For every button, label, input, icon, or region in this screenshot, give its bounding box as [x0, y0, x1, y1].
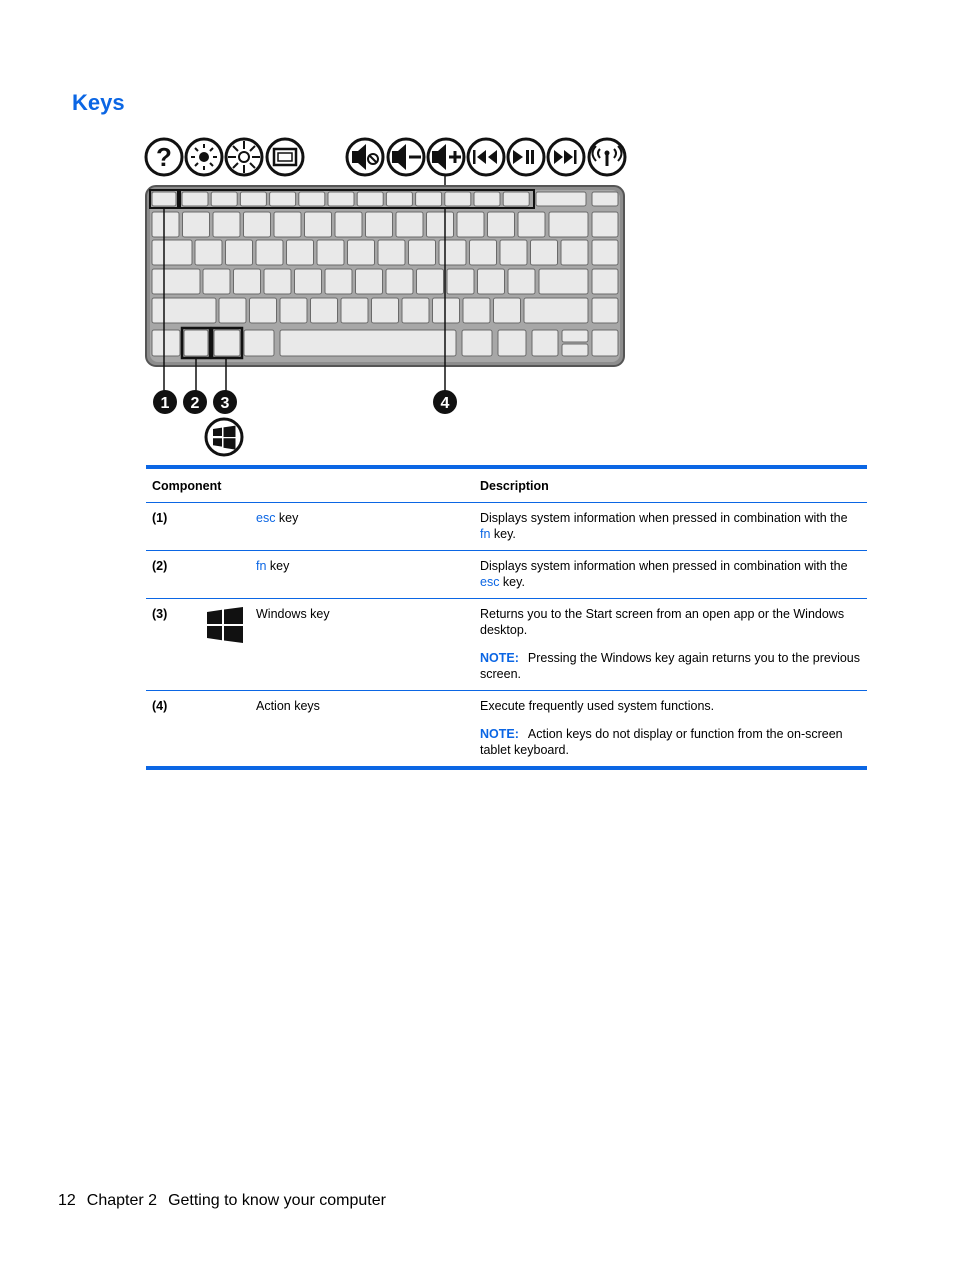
callout-1: [153, 390, 177, 414]
svg-text:3: 3: [220, 395, 230, 412]
keyboard-key: [270, 192, 296, 206]
keyboard-key: [325, 269, 352, 294]
svg-text:?: ?: [156, 142, 172, 172]
keyboard-key: [335, 212, 362, 237]
keyboard-key: [211, 192, 237, 206]
brightness-up-icon: [226, 139, 262, 175]
keyboard-key: [396, 212, 423, 237]
keyboard-key: [518, 212, 545, 237]
row-icon-cell: [188, 503, 250, 551]
row-component: Action keys: [256, 699, 320, 713]
page-footer: [58, 1192, 397, 1210]
volume-up-icon: [428, 139, 464, 175]
keyboard-key: [264, 269, 291, 294]
keyboard-key: [305, 212, 332, 237]
page-number: 12: [58, 1192, 76, 1209]
keyboard-key: [183, 212, 210, 237]
header-component: Component: [146, 467, 474, 503]
keyboard-key: [463, 298, 490, 323]
keyboard-key: [416, 192, 442, 206]
keyboard-key: [549, 212, 588, 237]
keyboard-key: [592, 269, 618, 294]
mute-icon: [347, 139, 383, 175]
keyboard-key: [219, 298, 246, 323]
row-number: (2): [146, 551, 188, 599]
row-description: Displays system information when pressed in combination with the esc key.: [474, 551, 867, 599]
keyboard-key: [592, 330, 618, 356]
fn-link[interactable]: fn: [256, 559, 267, 573]
keyboard-key: [152, 269, 200, 294]
keyboard-key: [531, 240, 558, 265]
note-label: NOTE:: [480, 651, 519, 665]
component-table: [146, 465, 867, 770]
row-component: fn key: [250, 551, 474, 599]
row-icon-cell: [188, 599, 250, 691]
keyboard-key: [244, 212, 271, 237]
note-label: NOTE:: [480, 727, 519, 741]
keyboard-key: [470, 240, 497, 265]
wireless-icon: [589, 139, 625, 175]
row-icon-cell: [188, 691, 250, 769]
svg-text:2: 2: [190, 395, 200, 412]
keyboard-key: [341, 298, 368, 323]
keyboard-key: [445, 192, 471, 206]
keyboard-key: [356, 269, 383, 294]
keyboard-key: [372, 298, 399, 323]
windows-logo-icon: [206, 607, 244, 645]
svg-text:4: 4: [440, 395, 450, 412]
keyboard-key: [287, 240, 314, 265]
keyboard-key: [592, 192, 618, 206]
keyboard-key: [494, 298, 521, 323]
esc-link[interactable]: esc: [480, 575, 500, 589]
keyboard-illustration: [140, 130, 640, 460]
keyboard-svg: [140, 130, 640, 460]
table-row: [146, 599, 867, 691]
keyboard-key: [409, 240, 436, 265]
keyboard-key: [295, 269, 322, 294]
keyboard-key: [378, 240, 405, 265]
header-description: Description: [474, 467, 867, 503]
keyboard-key: [592, 212, 618, 237]
previous-track-icon: [468, 139, 504, 175]
keyboard-key: [433, 298, 460, 323]
windows-logo-icon: [206, 419, 242, 455]
keyboard-key: [508, 269, 535, 294]
keyboard-key: [152, 192, 176, 206]
keyboard-key: [592, 298, 618, 323]
table-row: [146, 551, 867, 599]
keyboard-key: [562, 344, 588, 356]
table-header-row: [146, 467, 867, 503]
keyboard-key: [457, 212, 484, 237]
keyboard-key: [214, 330, 240, 356]
keyboard-key: [478, 269, 505, 294]
keyboard-key: [328, 192, 354, 206]
keyboard-key: [299, 192, 325, 206]
chapter-label: Chapter 2: [86, 1192, 158, 1209]
keyboard-key: [311, 298, 338, 323]
row-component: esc key: [250, 503, 474, 551]
row-description: Returns you to the Start screen from an open app or the Windows desktop. NOTE: Pressing the Windows key again returns you to the previous screen.: [474, 599, 867, 691]
keyboard-key: [524, 298, 588, 323]
volume-down-icon: [388, 139, 424, 175]
row-number: (3): [146, 599, 188, 691]
keyboard-key: [357, 192, 383, 206]
keyboard-key: [244, 330, 274, 356]
brightness-down-icon: [186, 139, 222, 175]
keyboard-key: [539, 269, 588, 294]
keyboard-key: [152, 330, 180, 356]
keyboard-key: [280, 330, 456, 356]
keyboard-key: [195, 240, 222, 265]
keyboard-key: [213, 212, 240, 237]
page-title: Keys: [72, 90, 125, 115]
keyboard-key: [226, 240, 253, 265]
display-switch-icon: [267, 139, 303, 175]
keyboard-key: [474, 192, 500, 206]
keyboard-key: [240, 192, 266, 206]
keyboard-key: [439, 240, 466, 265]
keyboard-key: [462, 330, 492, 356]
help-icon: [146, 139, 182, 175]
callout-2: [183, 390, 207, 414]
keyboard-key: [536, 192, 586, 206]
keyboard-key: [562, 330, 588, 342]
keyboard-key: [250, 298, 277, 323]
keyboard-key: [503, 192, 529, 206]
section-title: Getting to know your computer: [168, 1192, 386, 1209]
keyboard-key: [488, 212, 515, 237]
row-description: Displays system information when pressed in combination with the fn key.: [474, 503, 867, 551]
keyboard-key: [234, 269, 261, 294]
keyboard-key: [532, 330, 558, 356]
keyboard-key: [274, 212, 301, 237]
row-description: Execute frequently used system functions. NOTE: Action keys do not display or function from the on-screen tablet keyboard.: [480, 699, 843, 757]
keyboard-key: [402, 298, 429, 323]
keyboard-key: [317, 240, 344, 265]
keyboard-key: [366, 212, 393, 237]
keyboard-key: [386, 192, 412, 206]
row-number: (4): [152, 699, 168, 713]
keyboard-key: [152, 298, 216, 323]
keyboard-key: [184, 330, 208, 356]
keyboard-key: [152, 212, 179, 237]
row-number: (1): [146, 503, 188, 551]
keyboard-key: [561, 240, 588, 265]
keyboard-key: [592, 240, 618, 265]
keyboard-key: [447, 269, 474, 294]
next-track-icon: [548, 139, 584, 175]
callout-4: [433, 390, 457, 414]
keyboard-key: [182, 192, 208, 206]
fn-link[interactable]: fn: [480, 527, 491, 541]
row-icon-cell: [188, 551, 250, 599]
callout-3: [213, 390, 237, 414]
keyboard-key: [152, 240, 192, 265]
keyboard-key: [427, 212, 454, 237]
keyboard-key: [348, 240, 375, 265]
keyboard-key: [203, 269, 230, 294]
table-row: [146, 503, 867, 551]
svg-text:1: 1: [160, 395, 170, 412]
keyboard-key: [417, 269, 444, 294]
keyboard-key: [386, 269, 413, 294]
row-component: Windows key: [250, 599, 474, 691]
keyboard-key: [256, 240, 283, 265]
action-key-icons: [146, 139, 625, 175]
table-row: [146, 691, 867, 769]
esc-link[interactable]: esc: [256, 511, 276, 525]
play-pause-icon: [508, 139, 544, 175]
keyboard-key: [498, 330, 526, 356]
keyboard-key: [500, 240, 527, 265]
keyboard-key: [280, 298, 307, 323]
